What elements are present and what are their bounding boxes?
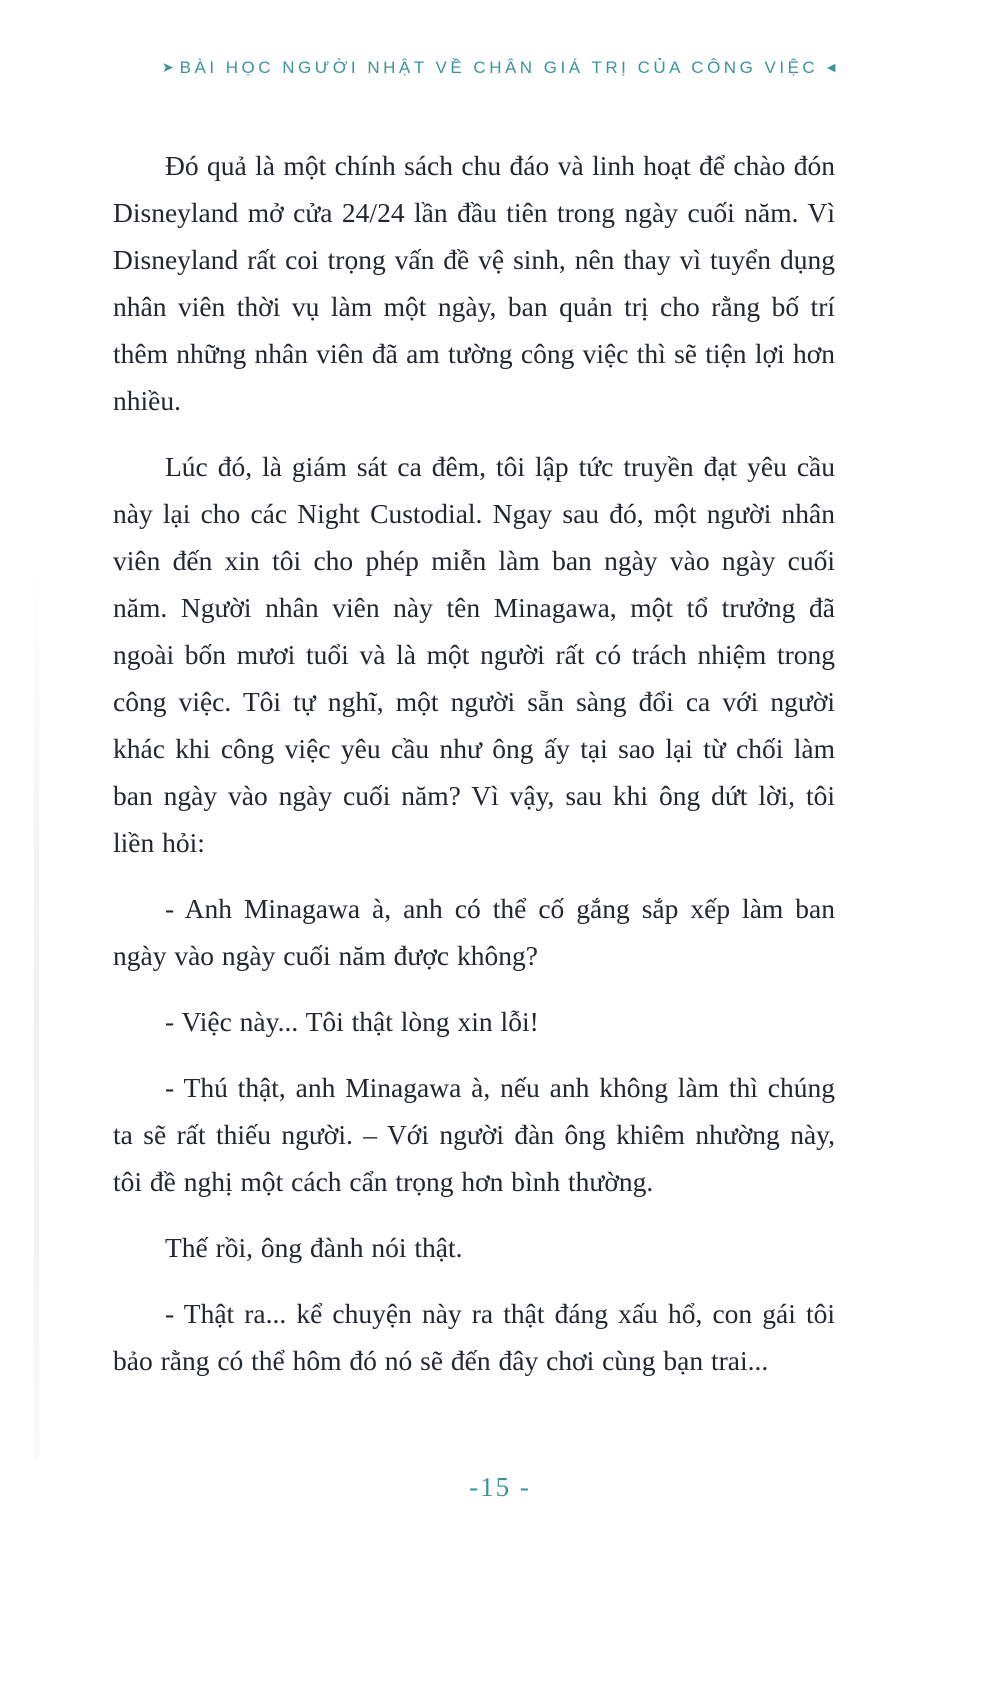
running-header (0, 58, 1000, 78)
paragraph: Lúc đó, là giám sát ca đêm, tôi lập tức truyền đạt yêu cầu này lại cho các Night Custodial. Ngay sau đó, một người nhân viên đến xin tôi cho phép miễn làm ban ngày vào ngày cuối năm. Người nhân viên này tên Minagawa, một tổ trưởng đã ngoài bốn mươi tuổi và là một người rất có trách nhiệm trong công việc. Tôi tự nghĩ, một người sẵn sàng đổi ca với người khác khi công việc yêu cầu như ông ấy tại sao lại từ chối làm ban ngày vào ngày cuối năm? Vì vậy, sau khi ông dứt lời, tôi liền hỏi: (113, 451, 835, 858)
paragraph: - Việc này... Tôi thật lòng xin lỗi! (165, 1006, 539, 1037)
running-header-title: BÀI HỌC NGƯỜI NHẬT VỀ CHÂN GIÁ TRỊ CỦA CÔNG VIỆC (179, 58, 819, 77)
paragraph: Thế rồi, ông đành nói thật. (165, 1232, 463, 1263)
page-number: -15 - (469, 1472, 531, 1502)
right-arrowhead-icon: ➤ (161, 59, 174, 75)
body-paragraphs (113, 142, 835, 1403)
left-arrowhead-icon: ◄ (824, 59, 839, 75)
paragraph: Đó quả là một chính sách chu đáo và linh hoạt để chào đón Disneyland mở cửa 24/24 lần đầu tiên trong ngày cuối năm. Vì Disneyland rất coi trọng vấn đề vệ sinh, nên thay vì tuyển dụng nhân viên thời vụ làm một ngày, ban quản trị cho rằng bố trí thêm những nhân viên đã am tường công việc thì sẽ tiện lợi hơn nhiều. (113, 150, 835, 416)
paragraph: - Anh Minagawa à, anh có thể cố gắng sắp xếp làm ban ngày vào ngày cuối năm được không? (113, 893, 835, 971)
paragraph: - Thú thật, anh Minagawa à, nếu anh không làm thì chúng ta sẽ rất thiếu người. – Với người đàn ông khiêm nhường này, tôi đề nghị một cách cẩn trọng hơn bình thường. (113, 1072, 835, 1197)
scan-artifact (34, 560, 39, 1460)
paragraph: - Thật ra... kể chuyện này ra thật đáng xấu hổ, con gái tôi bảo rằng có thể hôm đó nó sẽ đến đây chơi cùng bạn trai... (113, 1298, 835, 1376)
